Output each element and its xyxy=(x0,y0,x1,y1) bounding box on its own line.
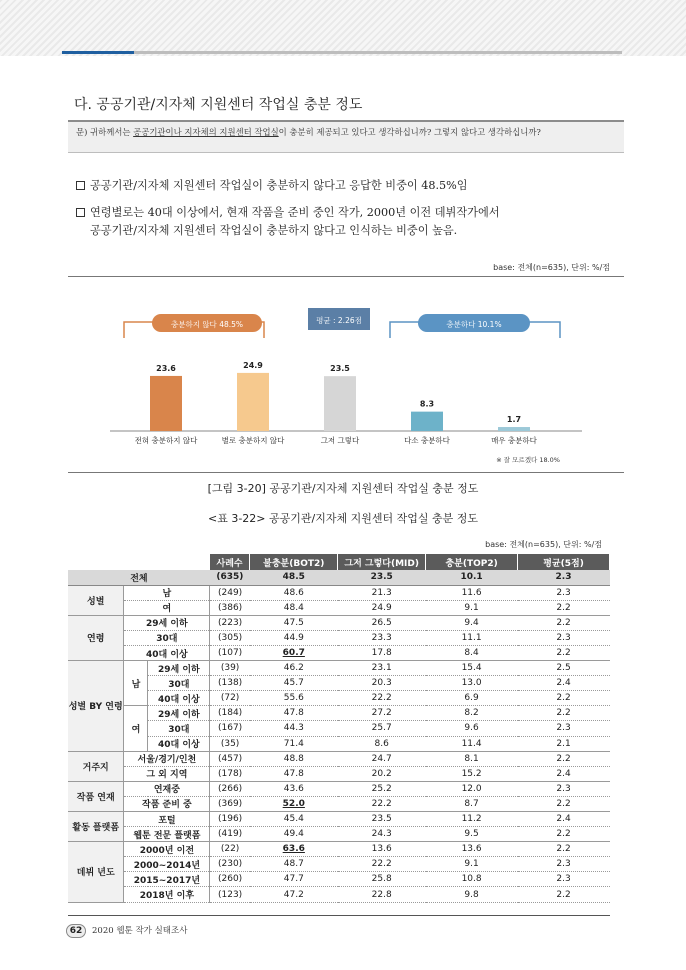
results-table xyxy=(68,554,610,903)
table-row: 40대 이상 (72) 55.6 22.2 6.9 2.2 xyxy=(68,691,610,706)
table-row: 2000~2014년 (230) 48.7 22.2 9.1 2.3 xyxy=(68,857,610,872)
category-label: 그저 그렇다 xyxy=(320,436,360,445)
category-label: 다소 충분하다 xyxy=(404,436,450,445)
footer-rule xyxy=(68,915,610,916)
table-row: 30대 (305) 44.9 23.3 11.1 2.3 xyxy=(68,630,610,645)
table-row: 2015~2017년 (260) 47.7 25.8 10.8 2.3 xyxy=(68,872,610,887)
table-row: 40대 이상 (35) 71.4 8.6 11.4 2.1 xyxy=(68,736,610,751)
table-body xyxy=(68,570,610,902)
table-row: 전체 (635) 48.5 23.5 10.1 2.3 xyxy=(68,570,610,585)
chart-top-rule xyxy=(68,276,624,277)
header-rule xyxy=(62,51,622,54)
section-title: 다. 공공기관/지자체 지원센터 작업실 충분 정도 xyxy=(74,97,363,113)
table-row: 연령 29세 이하 (223) 47.5 26.5 9.4 2.2 xyxy=(68,615,610,630)
table-row: 40대 이상 (107) 60.7 17.8 8.4 2.2 xyxy=(68,645,610,660)
table-caption: <표 3-22> 공공기관/지자체 지원센터 작업실 충분 정도 xyxy=(208,512,478,525)
table-row: 활동 플랫폼 포털 (196) 45.4 23.5 11.2 2.4 xyxy=(68,812,610,827)
bullet-2 xyxy=(76,204,500,240)
bar-value-label: 23.6 xyxy=(156,363,176,373)
figure-caption: [그림 3-20] 공공기관/지자체 지원센터 작업실 충분 정도 xyxy=(207,482,479,495)
bullet-2-text-cont: 공공기관/지자체 지원센터 작업실이 충분하지 않다고 인식하는 비중이 높음. xyxy=(90,224,458,237)
sufficient-label: 충분하다 10.1% xyxy=(446,320,502,329)
table-row: 데뷔 년도 2000년 이전 (22) 63.6 13.6 13.6 2.2 xyxy=(68,842,610,857)
table-row: 2018년 이후 (123) 47.2 22.8 9.8 2.2 xyxy=(68,887,610,902)
checkbox-square-icon xyxy=(76,181,85,190)
bar-value-label: 24.9 xyxy=(243,360,263,370)
bullet-1 xyxy=(76,177,468,195)
col-header: 사례수 xyxy=(210,554,250,570)
category-label: 전혀 충분하지 않다 xyxy=(134,436,198,445)
header-rule-accent xyxy=(62,51,134,54)
table-row: 성별 남 (249) 48.6 21.3 11.6 2.3 xyxy=(68,585,610,600)
question-underlined: 공공기관이나 지자체의 지원센터 작업실 xyxy=(133,127,279,137)
chart-base-note: base: 전체(n=635), 단위: %/점 xyxy=(493,263,610,272)
table-row: 30대 (167) 44.3 25.7 9.6 2.3 xyxy=(68,721,610,736)
category-label: 별로 충분하지 않다 xyxy=(221,436,285,445)
table-header-row xyxy=(68,554,610,570)
table-row: 웹툰 전문 플랫폼 (419) 49.4 24.3 9.5 2.2 xyxy=(68,827,610,842)
footer-title: 2020 웹툰 작가 실태조사 xyxy=(92,926,188,936)
sufficient-bracket xyxy=(390,314,560,338)
bar-value-label: 8.3 xyxy=(419,399,435,409)
table-row: 성별 BY 연령 남 29세 이하 (39) 46.2 23.1 15.4 2.5 xyxy=(68,661,610,676)
table-base-note: base: 전체(n=635), 단위: %/점 xyxy=(485,540,602,549)
bar-4 xyxy=(411,412,443,431)
table-row: 여 (386) 48.4 24.9 9.1 2.2 xyxy=(68,600,610,615)
bar-group xyxy=(135,361,538,445)
bar-value-label: 23.5 xyxy=(330,364,350,374)
average-badge xyxy=(308,308,370,330)
col-header: 불충분(BOT2) xyxy=(250,554,338,570)
question-suffix: 이 충분히 제공되고 있다고 생각하십니까? 그렇지 않다고 생각하십니까? xyxy=(278,127,541,137)
bar-1 xyxy=(150,376,182,431)
table-row: 여 29세 이하 (184) 47.8 27.2 8.2 2.2 xyxy=(68,706,610,721)
page-number: 62 xyxy=(66,924,86,938)
header-band xyxy=(0,0,686,56)
col-header: 평균(5점) xyxy=(518,554,610,570)
bar-chart xyxy=(68,278,624,470)
question-box xyxy=(68,120,624,153)
bullet-1-text: 공공기관/지자체 지원센터 작업실이 충분하지 않다고 응답한 비중이 48.5%임 xyxy=(90,179,468,192)
bar-5 xyxy=(498,427,530,431)
table-row: 작품 연재 연재중 (266) 43.6 25.2 12.0 2.3 xyxy=(68,781,610,796)
bar-2 xyxy=(237,373,269,431)
table-row: 작품 준비 중 (369) 52.0 22.2 8.7 2.2 xyxy=(68,796,610,811)
col-header: 충분(TOP2) xyxy=(426,554,518,570)
question-prefix: 문) 귀하께서는 xyxy=(76,127,134,137)
chart-bottom-rule xyxy=(68,472,624,473)
table-row: 거주지 서울/경기/인천 (457) 48.8 24.7 8.1 2.2 xyxy=(68,751,610,766)
checkbox-square-icon xyxy=(76,208,85,217)
category-label: 매우 충분하다 xyxy=(491,436,537,445)
average-label: 평균 : 2.26점 xyxy=(316,316,362,325)
bar-value-label: 1.7 xyxy=(506,415,522,425)
bar-3 xyxy=(324,376,356,431)
chart-footnote: ※ 잘 모르겠다 18.0% xyxy=(496,456,560,464)
insufficient-bracket xyxy=(124,314,264,338)
table-row: 30대 (138) 45.7 20.3 13.0 2.4 xyxy=(68,676,610,691)
table-row: 그 외 지역 (178) 47.8 20.2 15.2 2.4 xyxy=(68,766,610,781)
col-header: 그저 그렇다(MID) xyxy=(338,554,426,570)
bullet-2-text: 연령별로는 40대 이상에서, 현재 작품을 준비 중인 작가, 2000년 이전 데뷔작가에서 xyxy=(90,206,500,219)
insufficient-label: 충분하지 않다 48.5% xyxy=(170,320,244,329)
